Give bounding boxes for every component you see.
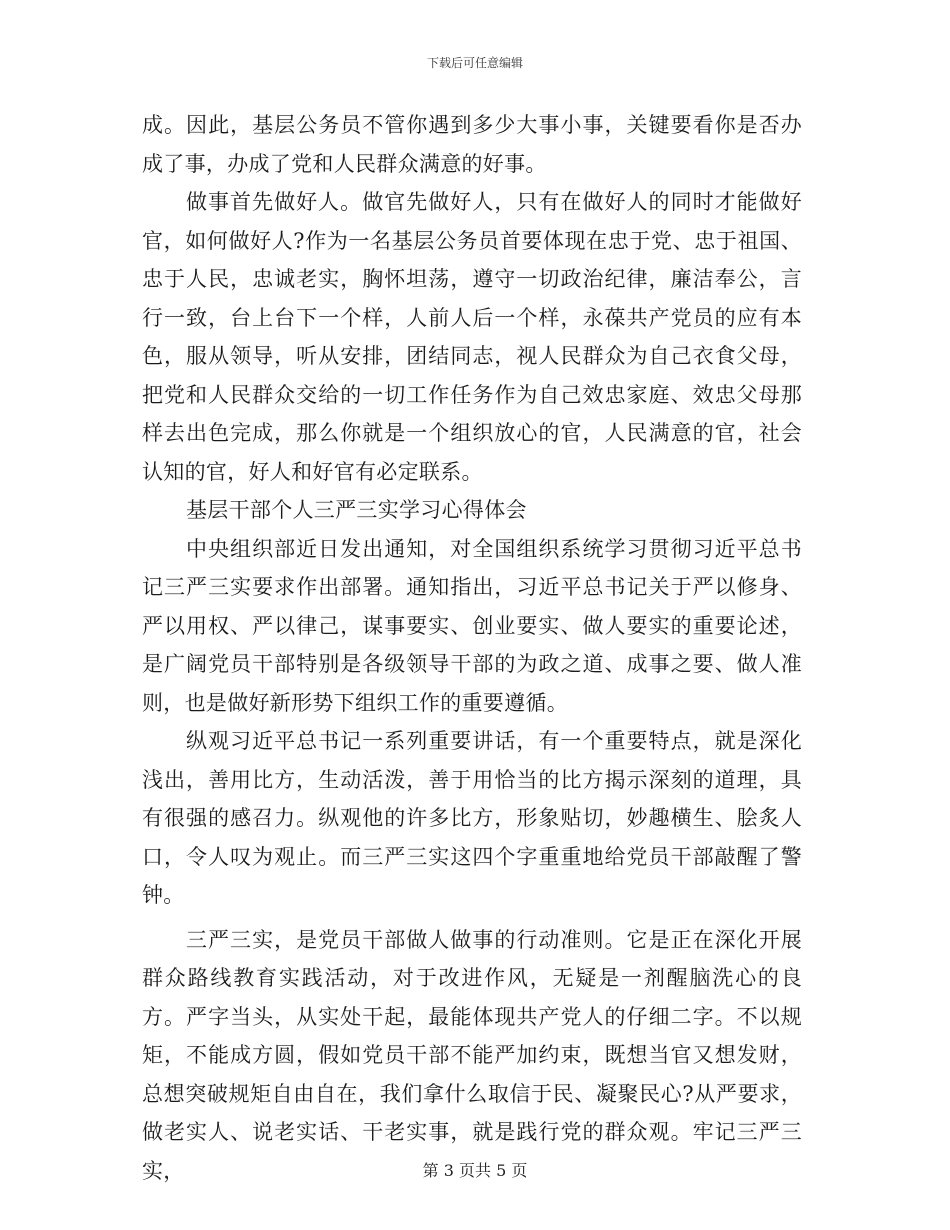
paragraph: 成。因此，基层公务员不管你遇到多少大事小事，关键要看你是否办成了事，办成了党和人民群众满意的好事。: [142, 113, 802, 176]
paragraph: 三严三实，是党员干部做人做事的行动准则。它是正在深化开展群众路线教育实践活动，对于改进作风，无疑是一剂醒脑洗心的良方。严字当头，从实处干起，最能体现共产党人的仔细二字。不以规矩，不能成方圆，假如党员干部不能严加约束，既想当官又想发财，总想突破规矩自由自在，我们拿什么取信于民、凝聚民心?从严要求，做老实人、说老实话、干老实事，就是践行党的群众观。牢记三严三实，: [142, 927, 802, 1183]
paragraph: 纵观习近平总书记一系列重要讲话，有一个重要特点，就是深化浅出，善用比方，生动活泼，善于用恰当的比方揭示深刻的道理，具有很强的感召力。纵观他的许多比方，形象贴切，妙趣横生、脍炙人口，令人叹为观止。而三严三实这四个字重重地给党员干部敲醒了警钟。: [142, 729, 802, 907]
document-body: [142, 106, 802, 1190]
paragraph: 做事首先做好人。做官先做好人，只有在做好人的同时才能做好官，如何做好人?作为一名基层公务员首要体现在忠于党、忠于祖国、忠于人民，忠诚老实，胸怀坦荡，遵守一切政治纪律，廉洁奉公，言行一致，台上台下一个样，人前人后一个样，永葆共产党员的应有本色，服从领导，听从安排，团结同志，视人民群众为自己衣食父母，把党和人民群众交给的一切工作任务作为自己效忠家庭、效忠父母那样去出色完成，那么你就是一个组织放心的官，人民满意的官，社会认知的官，好人和好官有必定联系。: [142, 190, 802, 484]
page-number: 第 3 页共 5 页: [422, 1161, 528, 1180]
paragraph: 中央组织部近日发出通知，对全国组织系统学习贯彻习近平总书记三严三实要求作出部署。通知指出，习近平总书记关于严以修身、严以用权、严以律己，谋事要实、创业要实、做人要实的重要论述，是广阔党员干部特别是各级领导干部的为政之道、成事之要、做人准则，也是做好新形势下组织工作的重要遵循。: [142, 536, 802, 715]
section-heading: 基层干部个人三严三实学习心得体会: [186, 498, 527, 522]
page-header: 下载后可任意编辑: [426, 56, 523, 70]
